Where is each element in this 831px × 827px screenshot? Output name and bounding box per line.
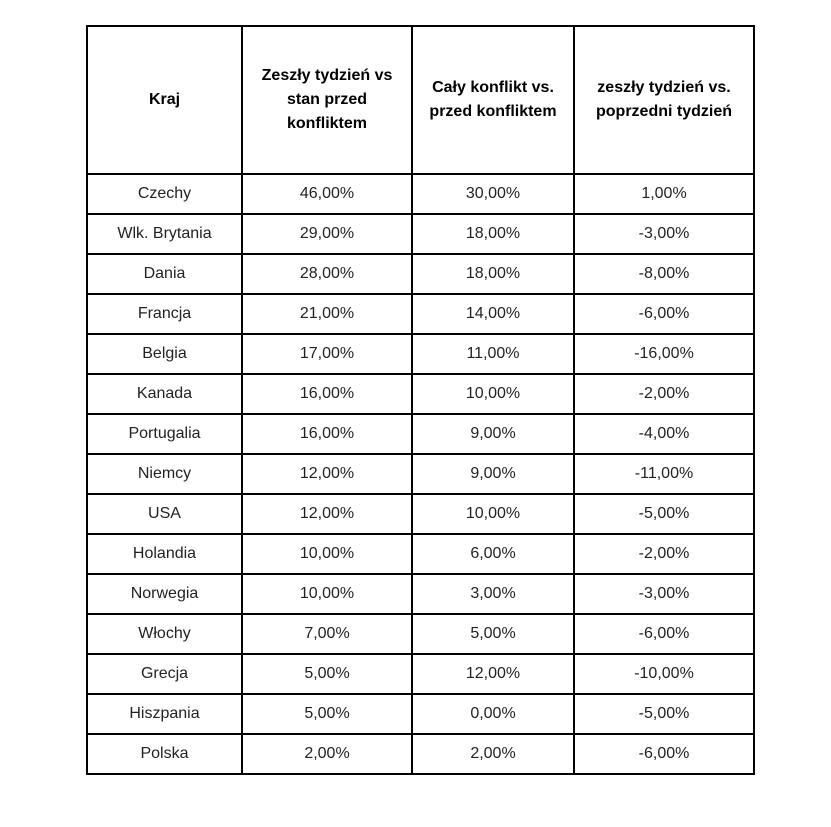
header-country: Kraj [87, 26, 242, 174]
cell-last-week-vs-previous-week: -11,00% [574, 454, 754, 494]
cell-country: Portugalia [87, 414, 242, 454]
cell-whole-conflict-vs-pre-conflict: 10,00% [412, 374, 574, 414]
cell-last-week-vs-previous-week: -3,00% [574, 574, 754, 614]
cell-last-week-vs-pre-conflict: 12,00% [242, 454, 412, 494]
cell-last-week-vs-pre-conflict: 12,00% [242, 494, 412, 534]
table-row [87, 214, 754, 254]
cell-last-week-vs-previous-week: -6,00% [574, 294, 754, 334]
header-last-week-vs-pre-conflict: Zeszły tydzień vs stan przed konfliktem [242, 26, 412, 174]
cell-last-week-vs-pre-conflict: 5,00% [242, 654, 412, 694]
table-row [87, 174, 754, 214]
cell-last-week-vs-pre-conflict: 7,00% [242, 614, 412, 654]
cell-last-week-vs-pre-conflict: 2,00% [242, 734, 412, 774]
cell-whole-conflict-vs-pre-conflict: 11,00% [412, 334, 574, 374]
cell-last-week-vs-pre-conflict: 21,00% [242, 294, 412, 334]
cell-last-week-vs-pre-conflict: 16,00% [242, 414, 412, 454]
table-row [87, 694, 754, 734]
cell-last-week-vs-pre-conflict: 46,00% [242, 174, 412, 214]
table-row [87, 734, 754, 774]
table-container [86, 25, 755, 775]
cell-last-week-vs-pre-conflict: 28,00% [242, 254, 412, 294]
cell-last-week-vs-previous-week: -2,00% [574, 374, 754, 414]
cell-last-week-vs-pre-conflict: 10,00% [242, 534, 412, 574]
cell-last-week-vs-pre-conflict: 16,00% [242, 374, 412, 414]
table-header [87, 26, 754, 174]
table-row [87, 534, 754, 574]
cell-whole-conflict-vs-pre-conflict: 18,00% [412, 254, 574, 294]
cell-country: Niemcy [87, 454, 242, 494]
cell-last-week-vs-pre-conflict: 29,00% [242, 214, 412, 254]
cell-last-week-vs-pre-conflict: 10,00% [242, 574, 412, 614]
header-row [87, 26, 754, 174]
header-last-week-vs-previous-week: zeszły tydzień vs. poprzedni tydzień [574, 26, 754, 174]
cell-whole-conflict-vs-pre-conflict: 14,00% [412, 294, 574, 334]
cell-whole-conflict-vs-pre-conflict: 18,00% [412, 214, 574, 254]
cell-country: Hiszpania [87, 694, 242, 734]
cell-last-week-vs-previous-week: -5,00% [574, 694, 754, 734]
cell-last-week-vs-previous-week: -6,00% [574, 734, 754, 774]
cell-country: Francja [87, 294, 242, 334]
cell-country: Czechy [87, 174, 242, 214]
cell-country: Belgia [87, 334, 242, 374]
table-row [87, 614, 754, 654]
cell-whole-conflict-vs-pre-conflict: 2,00% [412, 734, 574, 774]
cell-country: Holandia [87, 534, 242, 574]
cell-last-week-vs-previous-week: -2,00% [574, 534, 754, 574]
cell-last-week-vs-previous-week: 1,00% [574, 174, 754, 214]
table-row [87, 454, 754, 494]
cell-country: Kanada [87, 374, 242, 414]
table-row [87, 374, 754, 414]
cell-whole-conflict-vs-pre-conflict: 3,00% [412, 574, 574, 614]
cell-last-week-vs-previous-week: -8,00% [574, 254, 754, 294]
cell-country: Polska [87, 734, 242, 774]
cell-last-week-vs-previous-week: -6,00% [574, 614, 754, 654]
cell-last-week-vs-previous-week: -4,00% [574, 414, 754, 454]
cell-last-week-vs-previous-week: -3,00% [574, 214, 754, 254]
cell-country: USA [87, 494, 242, 534]
cell-last-week-vs-pre-conflict: 5,00% [242, 694, 412, 734]
cell-whole-conflict-vs-pre-conflict: 12,00% [412, 654, 574, 694]
cell-whole-conflict-vs-pre-conflict: 5,00% [412, 614, 574, 654]
table-body [87, 174, 754, 774]
table-row [87, 294, 754, 334]
table-row [87, 334, 754, 374]
cell-country: Grecja [87, 654, 242, 694]
cell-last-week-vs-pre-conflict: 17,00% [242, 334, 412, 374]
cell-whole-conflict-vs-pre-conflict: 10,00% [412, 494, 574, 534]
table-row [87, 414, 754, 454]
cell-country: Włochy [87, 614, 242, 654]
cell-country: Dania [87, 254, 242, 294]
cell-last-week-vs-previous-week: -16,00% [574, 334, 754, 374]
data-table [86, 25, 755, 775]
cell-last-week-vs-previous-week: -10,00% [574, 654, 754, 694]
table-row [87, 254, 754, 294]
cell-last-week-vs-previous-week: -5,00% [574, 494, 754, 534]
cell-whole-conflict-vs-pre-conflict: 30,00% [412, 174, 574, 214]
table-row [87, 654, 754, 694]
cell-whole-conflict-vs-pre-conflict: 9,00% [412, 454, 574, 494]
cell-whole-conflict-vs-pre-conflict: 9,00% [412, 414, 574, 454]
table-row [87, 574, 754, 614]
header-whole-conflict-vs-pre-conflict: Cały konflikt vs. przed konfliktem [412, 26, 574, 174]
table-row [87, 494, 754, 534]
cell-whole-conflict-vs-pre-conflict: 0,00% [412, 694, 574, 734]
cell-whole-conflict-vs-pre-conflict: 6,00% [412, 534, 574, 574]
cell-country: Wlk. Brytania [87, 214, 242, 254]
cell-country: Norwegia [87, 574, 242, 614]
